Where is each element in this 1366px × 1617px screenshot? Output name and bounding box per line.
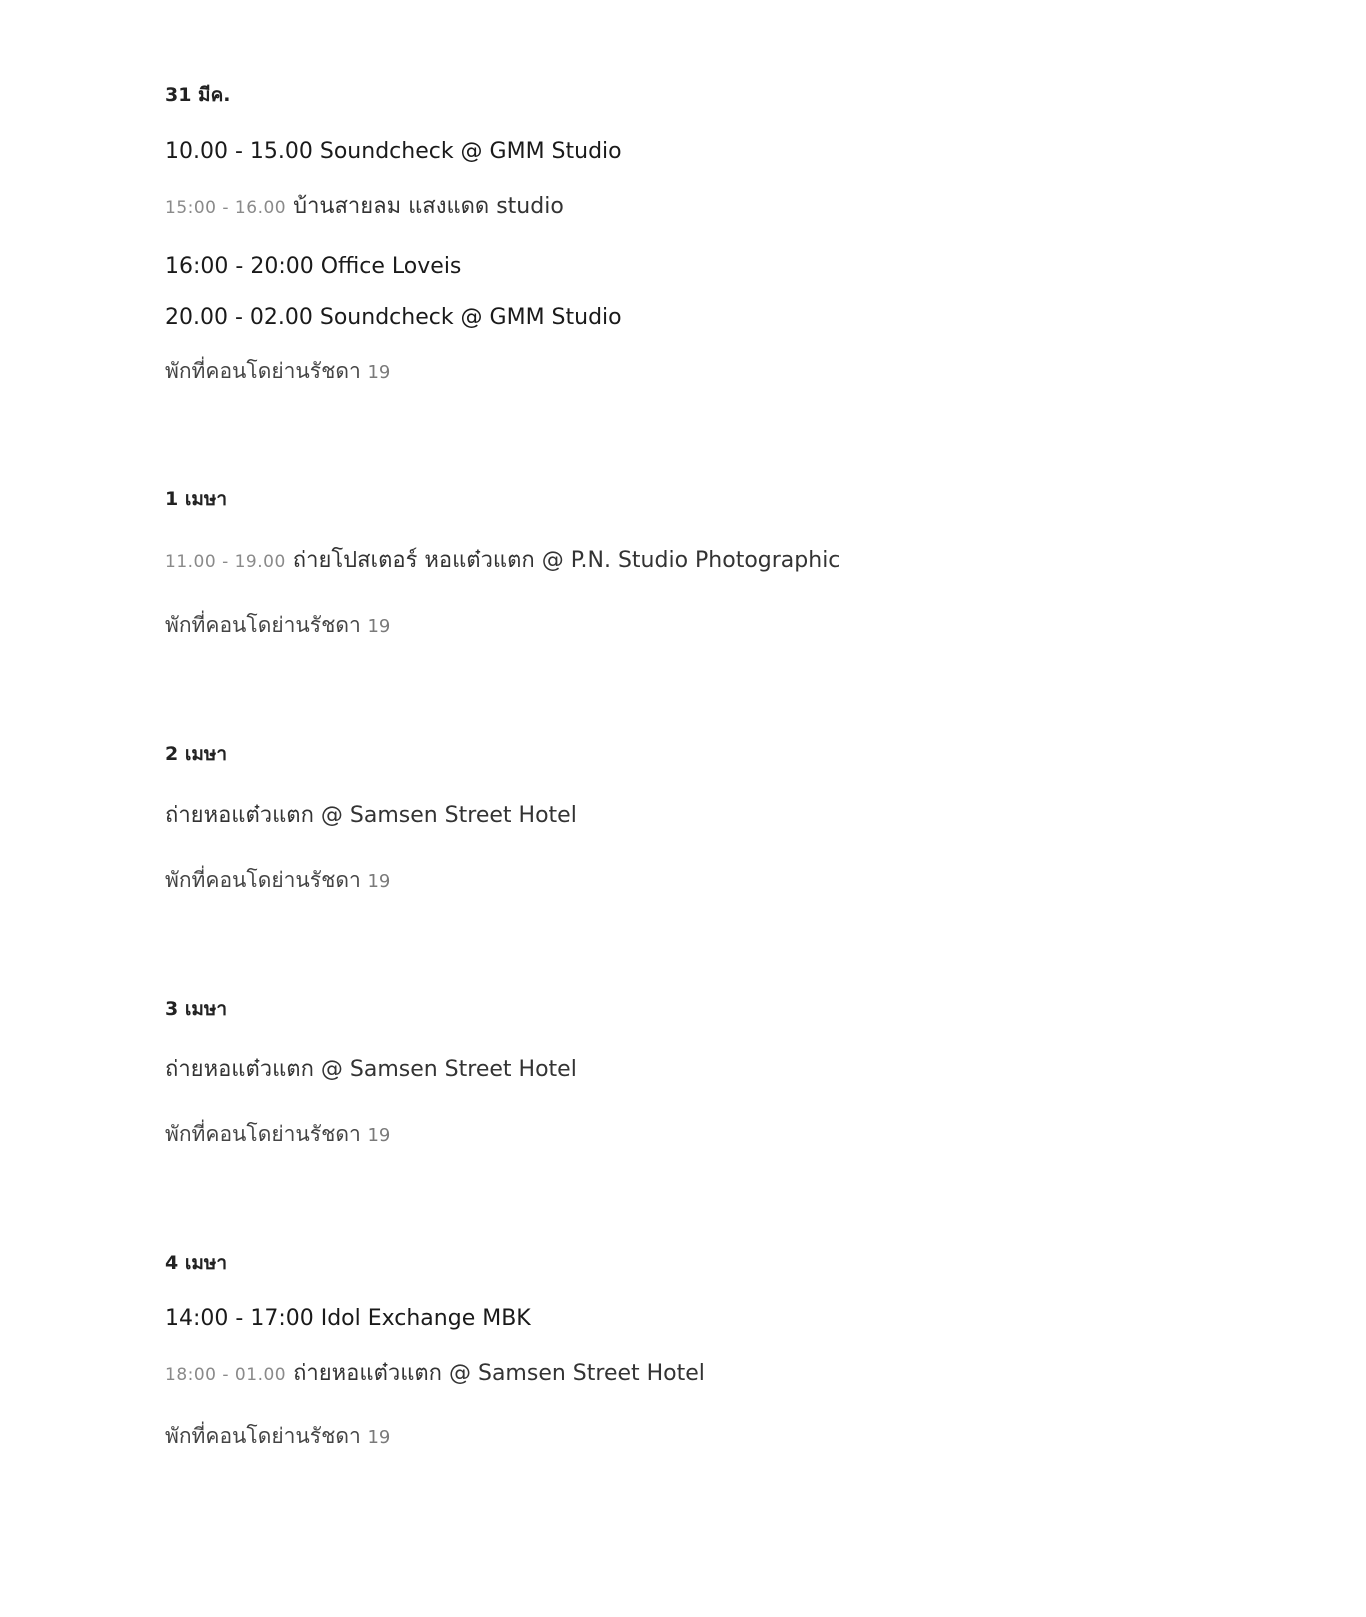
stay-text: พักที่คอนโดย่านรัชดา <box>165 613 361 637</box>
day-date: 31 มีค. <box>165 84 231 106</box>
entry-text: ถ่ายหอแต๋วแตก @ Samsen Street Hotel <box>165 1057 577 1082</box>
schedule-entry <box>165 1363 705 1385</box>
stay-text: พักที่คอนโดย่านรัชดา <box>165 868 361 892</box>
entry-time: 18:00 - 01.00 <box>165 1365 287 1385</box>
schedule-entry: 20.00 - 02.00 Soundcheck @ GMM Studio <box>165 305 622 330</box>
stay-number: 19 <box>367 871 391 892</box>
schedule-entry <box>165 805 577 827</box>
stay-number: 19 <box>367 1125 391 1146</box>
day-date: 2 เมษา <box>165 743 228 765</box>
entry-text: ถ่ายโปสเตอร์ หอแต๋วแตก @ P.N. Studio Photographic <box>292 548 841 573</box>
entry-text: ถ่ายหอแต๋วแตก @ Samsen Street Hotel <box>293 1361 705 1386</box>
stay-note <box>165 615 390 636</box>
stay-number: 19 <box>367 362 391 383</box>
stay-text: พักที่คอนโดย่านรัชดา <box>165 359 361 383</box>
day-date: 1 เมษา <box>165 488 228 510</box>
stay-note <box>165 870 390 891</box>
day-date: 4 เมษา <box>165 1252 228 1274</box>
stay-note <box>165 1124 390 1145</box>
schedule-entry <box>165 1059 577 1081</box>
entry-text: บ้านสายลม แสงแดด studio <box>293 194 564 219</box>
schedule-entry: 16:00 - 20:00 Office Loveis <box>165 254 462 279</box>
schedule-entry <box>165 196 564 218</box>
stay-note <box>165 361 390 382</box>
entry-time: 15:00 - 16.00 <box>165 198 287 218</box>
entry-time: 11.00 - 19.00 <box>165 552 286 572</box>
stay-number: 19 <box>367 616 391 637</box>
stay-text: พักที่คอนโดย่านรัชดา <box>165 1122 361 1146</box>
entry-text: ถ่ายหอแต๋วแตก @ Samsen Street Hotel <box>165 803 577 828</box>
stay-text: พักที่คอนโดย่านรัชดา <box>165 1424 361 1448</box>
schedule-entry <box>165 550 840 572</box>
day-date: 3 เมษา <box>165 998 228 1020</box>
schedule-entry: 14:00 - 17:00 Idol Exchange MBK <box>165 1306 531 1331</box>
stay-number: 19 <box>367 1427 391 1448</box>
stay-note <box>165 1426 390 1447</box>
schedule-entry: 10.00 - 15.00 Soundcheck @ GMM Studio <box>165 139 622 164</box>
